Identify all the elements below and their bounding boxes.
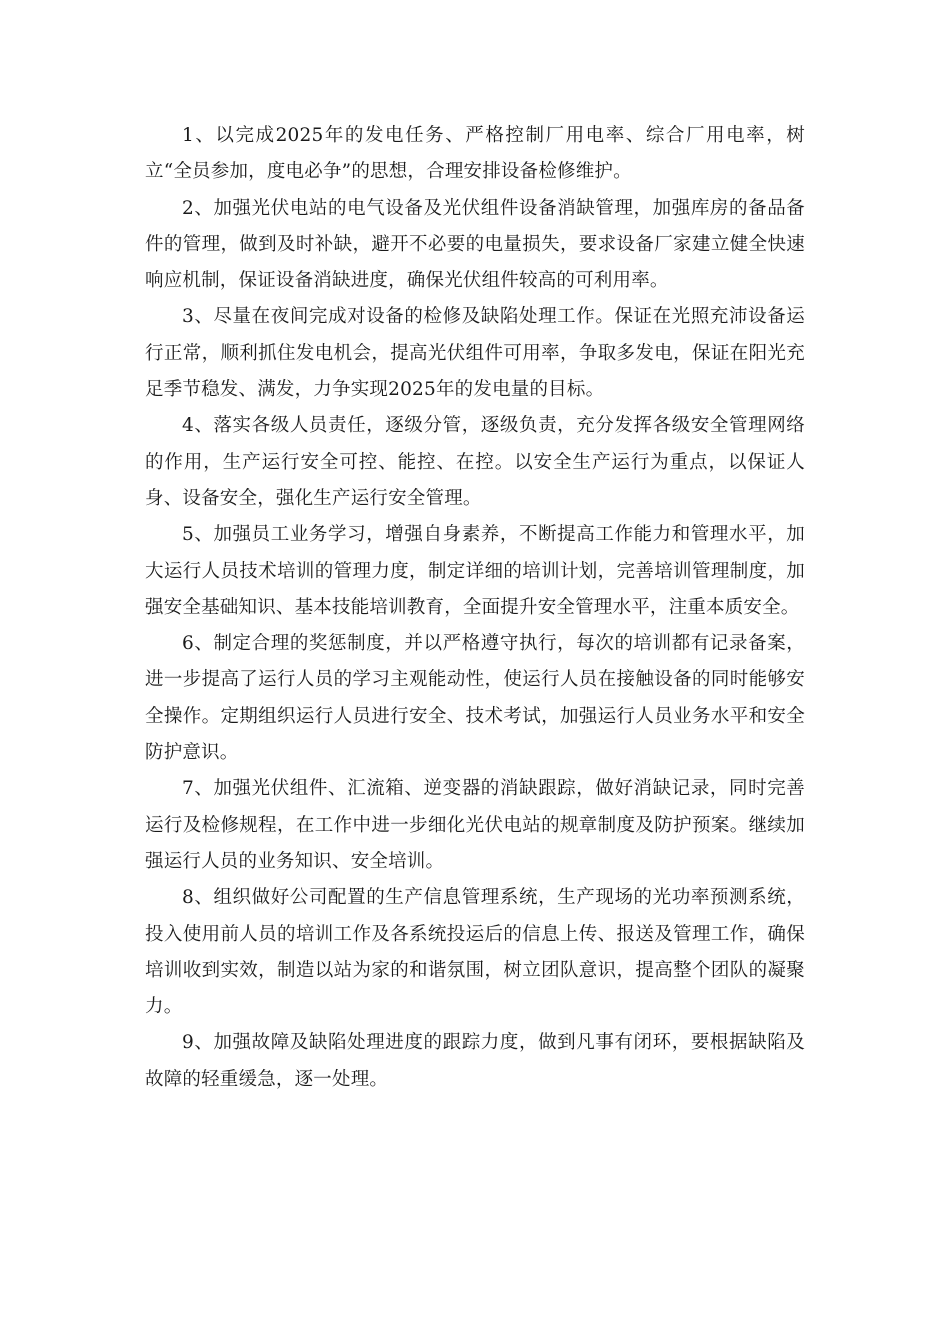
- paragraph-2: 2、加强光伏电站的电气设备及光伏组件设备消缺管理，加强库房的备品备件的管理，做到及时补缺，避开不必要的电量损失，要求设备厂家建立健全快速响应机制，保证设备消缺进度，确保光伏组件较高的可利用率。: [145, 197, 805, 292]
- paragraph-6: 6、制定合理的奖惩制度，并以严格遵守执行，每次的培训都有记录备案，进一步提高了运行人员的学习主观能动性，使运行人员在接触设备的同时能够安全操作。定期组织运行人员进行安全、技术考试，加强运行人员业务水平和安全防护意识。: [145, 633, 805, 764]
- document-body: [145, 118, 805, 1098]
- paragraph-7: 7、加强光伏组件、汇流箱、逆变器的消缺跟踪，做好消缺记录，同时完善运行及检修规程，在工作中进一步细化光伏电站的规章制度及防护预案。继续加强运行人员的业务知识、安全培训。: [145, 778, 805, 872]
- paragraph-1: 1、以完成2025年的发电任务、严格控制厂用电率、综合厂用电率，树立“全员参加，度电必争”的思想，合理安排设备检修维护。: [145, 125, 805, 183]
- paragraph-4: 4、落实各级人员责任，逐级分管，逐级负责，充分发挥各级安全管理网络的作用，生产运行安全可控、能控、在控。以安全生产运行为重点，以保证人身、设备安全，强化生产运行安全管理。: [145, 415, 805, 509]
- paragraph-5: 5、加强员工业务学习，增强自身素养，不断提高工作能力和管理水平，加大运行人员技术培训的管理力度，制定详细的培训计划，完善培训管理制度，加强安全基础知识、基本技能培训教育，全面提升安全管理水平，注重本质安全。: [145, 524, 805, 618]
- paragraph-8: 8、组织做好公司配置的生产信息管理系统，生产现场的光功率预测系统，投入使用前人员的培训工作及各系统投运后的信息上传、报送及管理工作，确保培训收到实效，制造以站为家的和谐氛围，树立团队意识，提高整个团队的凝聚力。: [145, 887, 805, 1018]
- paragraph-3: 3、尽量在夜间完成对设备的检修及缺陷处理工作。保证在光照充沛设备运行正常，顺利抓住发电机会，提高光伏组件可用率，争取多发电，保证在阳光充足季节稳发、满发，力争实现2025年的发电量的目标。: [145, 306, 805, 401]
- paragraph-9: 9、加强故障及缺陷处理进度的跟踪力度，做到凡事有闭环，要根据缺陷及故障的轻重缓急，逐一处理。: [145, 1032, 805, 1090]
